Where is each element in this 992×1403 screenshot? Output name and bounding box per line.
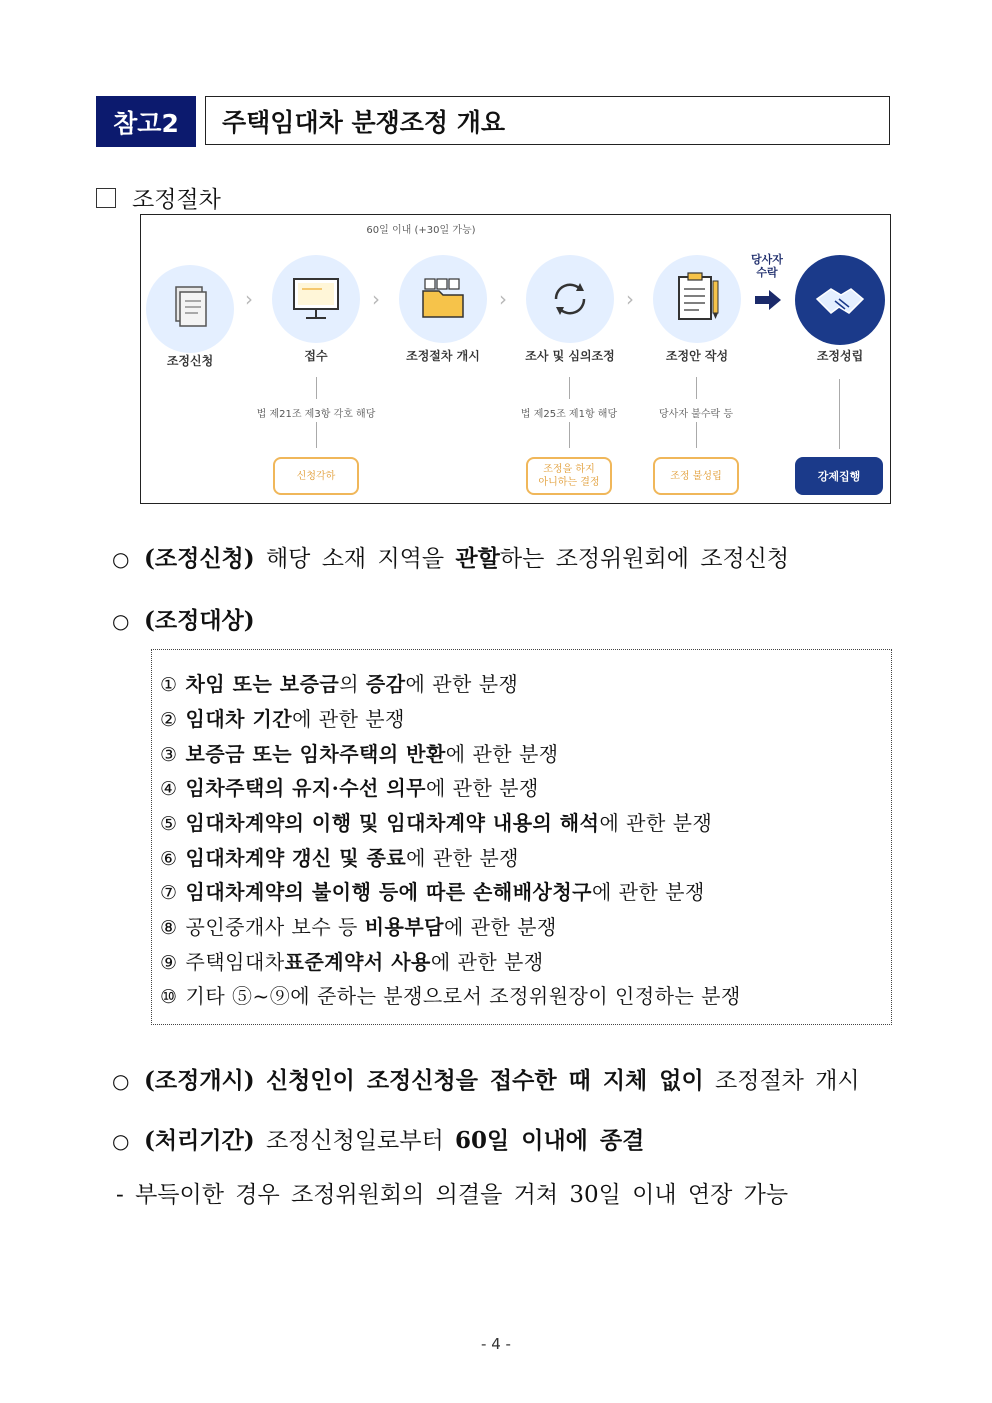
monitor-icon (272, 255, 360, 343)
list-item: ⑦ 임대차계약의 불이행 등에 따른 손해배상청구에 관한 분쟁 (160, 880, 705, 904)
list-item: ④ 임차주택의 유지·수선 의무에 관한 분쟁 (160, 776, 539, 800)
step-label-review: 조사 및 심의조정 (525, 349, 615, 363)
bullet-start: ○ (조정개시) 신청인이 조정신청을 접수한 때 지체 없이 조정절차 개시 (112, 1067, 860, 1094)
chevron-right-icon: › (245, 287, 253, 311)
list-item: ③ 보증금 또는 임차주택의 반환에 관한 분쟁 (160, 742, 559, 766)
arrow-right-icon (755, 289, 781, 315)
page-title: 주택임대차 분쟁조정 개요 (205, 96, 890, 145)
bullet-circle-icon: ○ (112, 1129, 130, 1153)
chevron-right-icon: › (499, 287, 507, 311)
bullet-application: ○ (조정신청) 해당 소재 지역을 관할 하는 조정위원회에 조정신청 (112, 545, 790, 572)
outcome-enforcement: 강제집행 (795, 457, 883, 495)
connector-line (839, 379, 840, 449)
document-icon (146, 265, 234, 353)
step-label-receipt: 접수 (304, 349, 328, 363)
outcome-failed: 조정 불성립 (653, 457, 739, 495)
bullet-period: ○ (처리기간) 조정신청일로부터 60일 이내에 종결 (112, 1127, 645, 1154)
accept-label: 당사자 수락 (751, 253, 783, 279)
connector-line (696, 422, 697, 448)
bullet-circle-icon: ○ (112, 1069, 130, 1093)
connector-line (569, 422, 570, 448)
connector-line (316, 422, 317, 448)
page-number: - 4 - (481, 1335, 511, 1353)
step-label-draft: 조정안 작성 (665, 349, 729, 363)
list-item: ⑧ 공인중개사 보수 등 비용부담에 관한 분쟁 (160, 915, 557, 939)
bullet-subject: ○ (조정대상) (112, 607, 255, 634)
step-label-settled: 조정성립 (816, 349, 864, 363)
folder-icon (399, 255, 487, 343)
chevron-right-icon: › (626, 287, 634, 311)
note-article-21: 법 제21조 제3항 각호 해당 (256, 409, 376, 420)
outcome-rejected: 신청각하 (273, 457, 359, 495)
period-label: 60일 이내 (+30일 가능) (366, 225, 476, 236)
extension-note: - 부득이한 경우 조정위원회의 의결을 거쳐 30일 이내 연장 가능 (116, 1182, 789, 1208)
list-item: ⑨ 주택임대차표준계약서 사용에 관한 분쟁 (160, 950, 544, 974)
connector-line (569, 377, 570, 399)
clipboard-icon (653, 255, 741, 343)
outcome-not-mediate: 조정을 하지 아니하는 결정 (526, 457, 612, 495)
step-label-start: 조정절차 개시 (406, 349, 480, 363)
mediation-process-diagram (140, 214, 891, 504)
list-item: ② 임대차 기간에 관한 분쟁 (160, 707, 405, 731)
note-article-25: 법 제25조 제1항 해당 (520, 409, 618, 420)
bullet-circle-icon: ○ (112, 609, 130, 633)
reference-tag: 참고2 (96, 96, 196, 147)
step-label-apply: 조정신청 (166, 354, 214, 368)
refresh-icon (526, 255, 614, 343)
connector-line (696, 377, 697, 399)
checkbox-square-icon (96, 188, 116, 208)
note-not-accepted: 당사자 불수락 등 (659, 409, 733, 420)
connector-line (316, 377, 317, 399)
mediation-targets-box (151, 649, 892, 1025)
chevron-right-icon: › (372, 287, 380, 311)
list-item: ① 차임 또는 보증금의 증감에 관한 분쟁 (160, 672, 519, 696)
bullet-circle-icon: ○ (112, 547, 130, 571)
handshake-icon (795, 255, 885, 345)
list-item: ⑩ 기타 ⑤~⑨에 준하는 분쟁으로서 조정위원장이 인정하는 분쟁 (160, 984, 741, 1008)
section-heading (96, 181, 221, 214)
list-item: ⑥ 임대차계약 갱신 및 종료에 관한 분쟁 (160, 846, 519, 870)
section-title: 조정절차 (132, 187, 221, 213)
list-item: ⑤ 임대차계약의 이행 및 임대차계약 내용의 해석에 관한 분쟁 (160, 811, 713, 835)
